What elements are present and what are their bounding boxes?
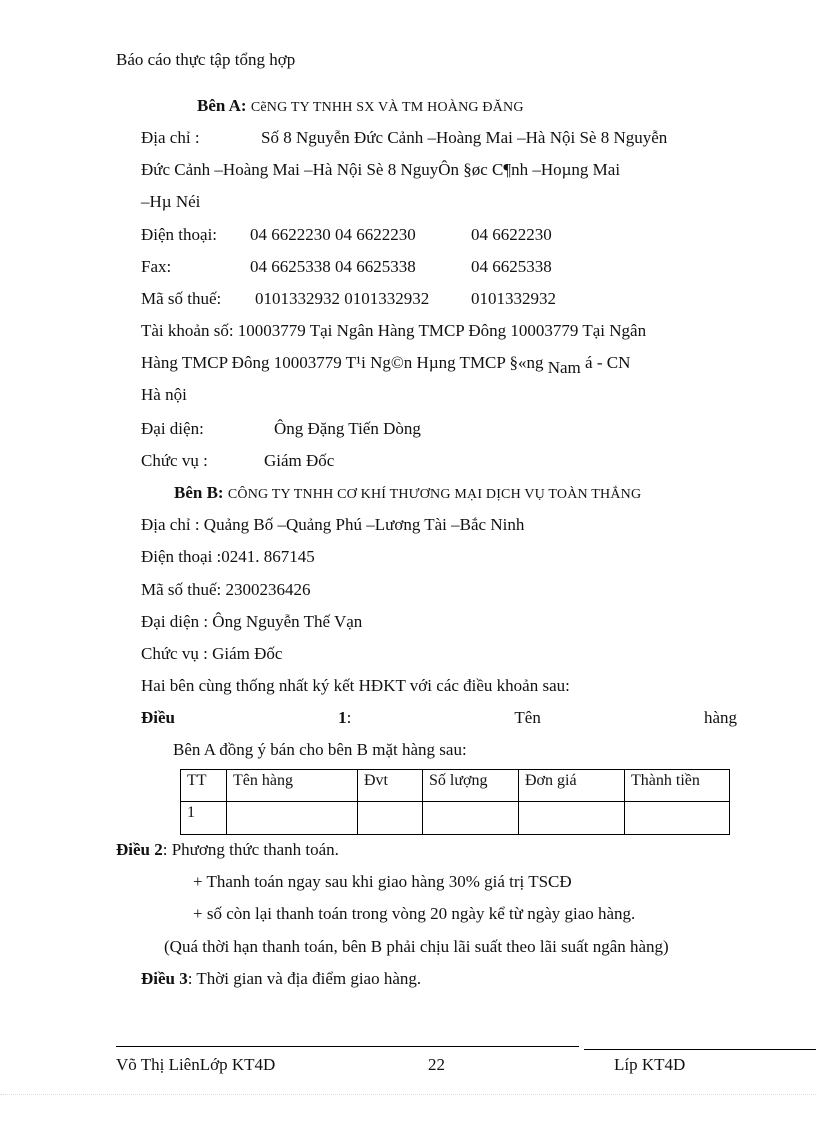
col-dvt: Đvt xyxy=(358,770,423,802)
position-label: Chức vụ : xyxy=(141,451,208,470)
party-b-representative: Đại diện : Ông Nguyễn Thế Vạn xyxy=(141,612,363,631)
table-cell xyxy=(625,802,730,835)
page-bottom-border xyxy=(0,1094,816,1095)
fax-value-1: 04 6625338 04 6625338 xyxy=(250,257,416,276)
party-a-address-line-3: –Hµ Néi xyxy=(141,192,201,211)
agreement-text: Hai bên cùng thống nhất ký kết HĐKT với các điều khoản sau: xyxy=(141,676,570,695)
article-2-item-2: + số còn lại thanh toán trong vòng 20 ngày kể từ ngày giao hàng. xyxy=(193,904,636,923)
party-a-heading xyxy=(197,96,524,116)
rep-label: Đại diện: xyxy=(141,419,204,438)
article-1-word-5: hàng xyxy=(703,708,737,727)
party-b-heading xyxy=(174,483,641,503)
article-1-number-value: 1 xyxy=(338,708,347,727)
col-ten-hang: Tên hàng xyxy=(227,770,358,802)
footer-class: Líp KT4D xyxy=(614,1055,686,1074)
article-3-heading xyxy=(141,969,421,989)
party-a-phone xyxy=(141,225,737,245)
phone-value-1: 04 6622230 04 6622230 xyxy=(250,225,416,244)
party-a-account-line-3: Hà nội xyxy=(141,385,187,404)
fax-label: Fax: xyxy=(141,257,172,276)
account-text-end: á - CN xyxy=(585,353,631,372)
address-label: Địa chỉ : xyxy=(141,128,200,147)
page-header-title: Báo cáo thực tập tổng hợp xyxy=(116,50,296,69)
party-b-address: Địa chỉ : Quảng Bố –Quảng Phú –Lương Tài –Bắc Ninh xyxy=(141,515,525,534)
party-a-account-line-1: Tài khoản số: 10003779 Tại Ngân Hàng TMCP Đông 10003779 Tại Ngân xyxy=(141,321,647,340)
article-2-label: Điều 2 xyxy=(116,840,163,859)
table-cell xyxy=(519,802,625,835)
party-a-fax xyxy=(141,257,737,277)
article-3-label: Điều 3 xyxy=(141,969,188,988)
article-1-heading xyxy=(141,708,737,728)
party-a-address-line-1 xyxy=(141,128,737,148)
table-cell xyxy=(423,802,519,835)
party-a-label: Bên A: xyxy=(197,96,247,115)
rep-value: Ông Đặng Tiến Dòng xyxy=(274,419,421,438)
phone-value-2: 04 6622230 xyxy=(471,225,552,244)
fax-value-2: 04 6625338 xyxy=(471,257,552,276)
party-a-tax xyxy=(141,289,737,309)
footer-rule-right xyxy=(584,1049,816,1050)
tax-label: Mã số thuế: xyxy=(141,289,222,308)
party-b-position: Chức vụ : Giám Đốc xyxy=(141,644,283,663)
table-cell xyxy=(227,802,358,835)
party-b-tax: Mã số thuế: 2300236426 xyxy=(141,580,311,599)
col-don-gia: Đơn giá xyxy=(519,770,625,802)
article-1-number xyxy=(338,708,351,728)
article-2-heading xyxy=(116,840,339,860)
position-value: Giám Đốc xyxy=(264,451,335,470)
account-text: Hàng TMCP Đông 10003779 T¹i Ng©n Hµng TMCP §«ng xyxy=(141,353,544,372)
article-2-text: : Phương thức thanh toán. xyxy=(162,840,339,859)
footer-rule-left xyxy=(116,1046,579,1047)
article-1-colon: : xyxy=(346,708,352,727)
col-so-luong: Số lượng xyxy=(423,770,519,802)
footer-page-number: 22 xyxy=(428,1055,445,1074)
address-value-1: Số 8 Nguyễn Đức Cảnh –Hoàng Mai –Hà Nội Sè 8 Nguyễn xyxy=(261,128,668,147)
tax-value-2: 0101332932 xyxy=(471,289,556,308)
party-b-phone: Điện thoại :0241. 867145 xyxy=(141,547,315,566)
phone-label: Điện thoại: xyxy=(141,225,218,244)
account-text-subscript: Nam xyxy=(547,358,581,377)
article-2-note: (Quá thời hạn thanh toán, bên B phải chịu lãi suất theo lãi suất ngân hàng) xyxy=(164,937,669,956)
party-b-name: CÔNG TY TNHH CƠ KHÍ THƯƠNG MẠI DỊCH VỤ TOÀN THẮNG xyxy=(227,487,642,502)
article-3-text: : Thời gian và địa điểm giao hàng. xyxy=(187,969,422,988)
party-a-position xyxy=(141,451,737,471)
article-1-word-4: Tên xyxy=(514,708,541,727)
party-a-representative xyxy=(141,419,737,439)
tax-value-1: 0101332932 0101332932 xyxy=(255,289,430,308)
article-1-word-1: Điều xyxy=(141,708,175,727)
footer-author: Võ Thị LiênLớp KT4D xyxy=(116,1055,276,1074)
goods-table-header-row xyxy=(181,770,730,802)
col-tt: TT xyxy=(181,770,227,802)
table-cell xyxy=(358,802,423,835)
goods-table xyxy=(180,769,730,835)
party-a-address-line-2: Đức Cảnh –Hoàng Mai –Hà Nội Sè 8 NguyÔn §øc C¶nh –Hoµng Mai xyxy=(141,160,621,179)
party-a-account-line-2 xyxy=(141,353,737,377)
col-thanh-tien: Thành tiền xyxy=(625,770,730,802)
party-a-name: CẽNG TY TNHH SX VÀ TM HOÀNG ĐĂNG xyxy=(250,100,524,115)
table-cell: 1 xyxy=(181,802,227,835)
table-row xyxy=(181,802,730,835)
article-1-intro: Bên A đồng ý bán cho bên B mặt hàng sau: xyxy=(173,740,467,759)
party-b-label: Bên B: xyxy=(174,483,224,502)
article-2-item-1: + Thanh toán ngay sau khi giao hàng 30% giá trị TSCĐ xyxy=(193,872,572,891)
